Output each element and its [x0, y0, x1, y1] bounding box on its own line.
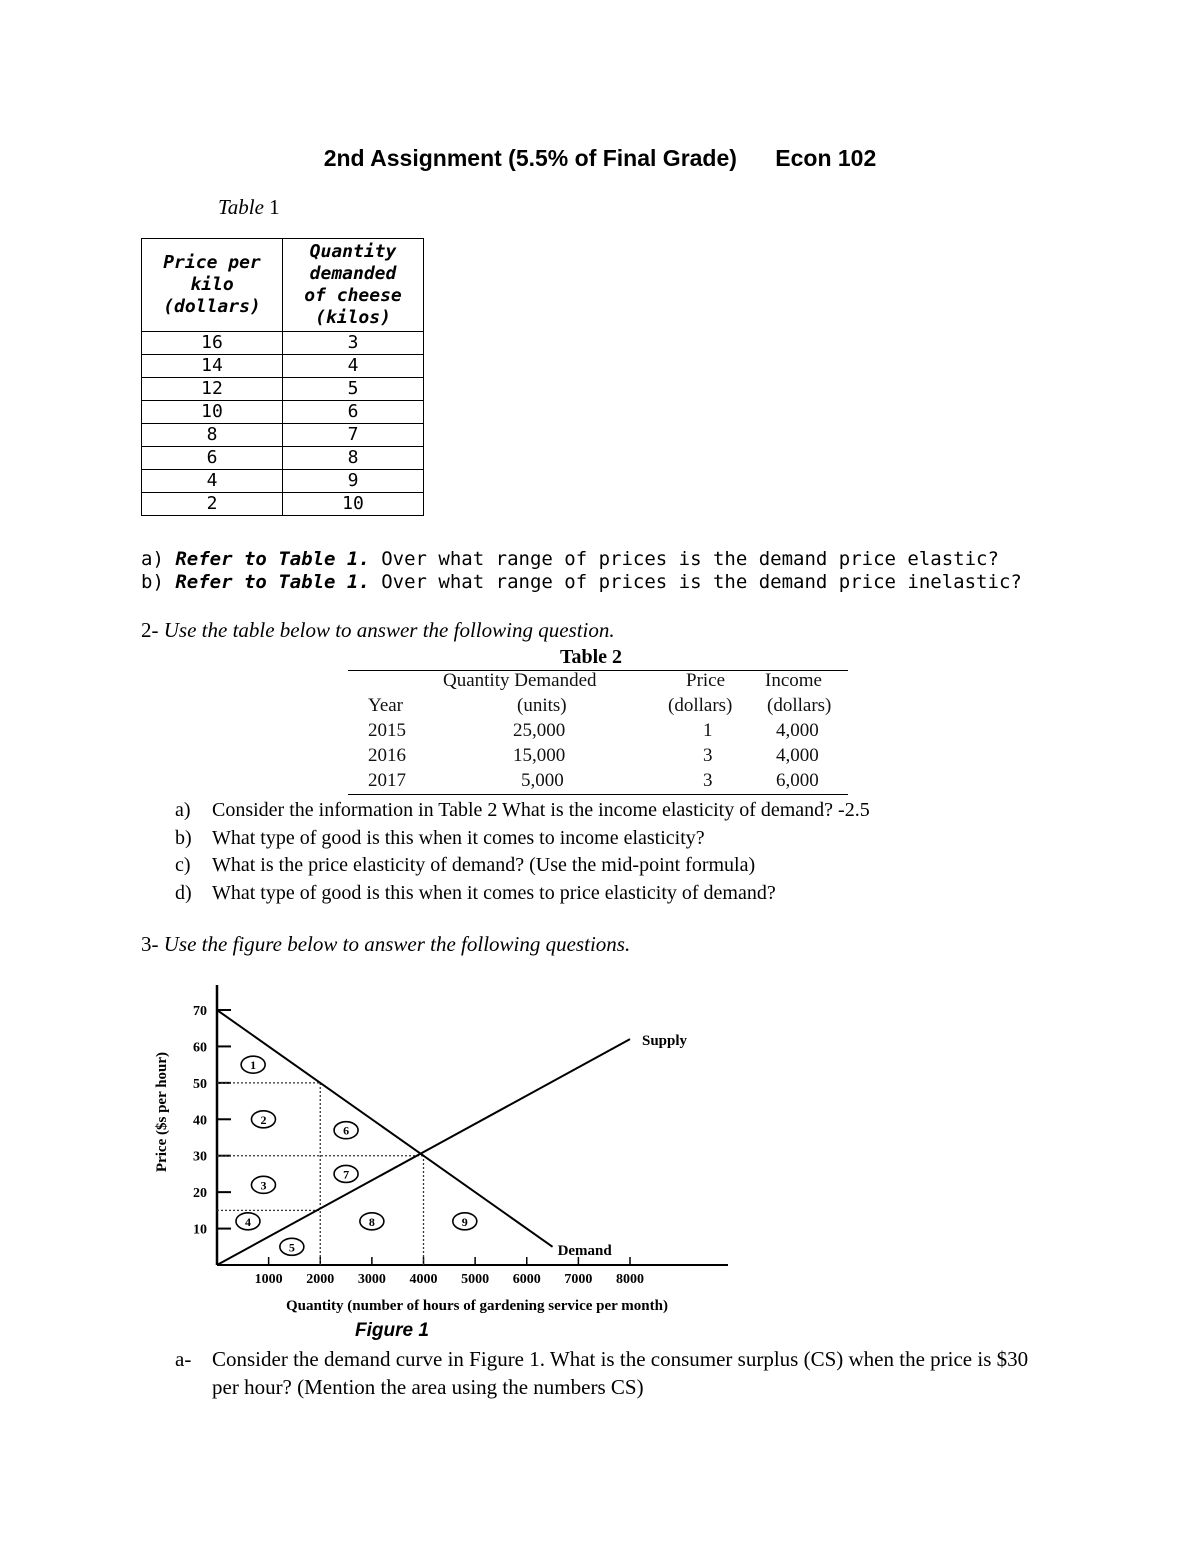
q3a-label: a-	[175, 1347, 192, 1371]
y-tick-label: 10	[193, 1222, 207, 1238]
q2-number: 2-	[141, 618, 164, 642]
table2-qty-cell: 15,000	[513, 745, 566, 766]
table1-qty-cell: 6	[283, 401, 424, 424]
area-marker-label: 8	[368, 1214, 375, 1229]
table2-price-unit-header: (dollars)	[668, 695, 733, 716]
table2-price-cell: 1	[703, 720, 713, 741]
y-tick-label: 20	[193, 1186, 207, 1202]
x-tick-label: 6000	[512, 1272, 541, 1287]
x-tick-label: 5000	[461, 1272, 490, 1287]
table1-qty-cell: 4	[283, 355, 424, 378]
area-marker-label: 7	[343, 1167, 350, 1182]
q3-intro-text: Use the figure below to answer the following questions.	[163, 932, 631, 956]
page-title: 2nd Assignment (5.5% of Final Grade) Econ 102	[323, 145, 877, 171]
table1-qty-header-line: of cheese	[304, 285, 402, 306]
q1b-prefix: b)	[141, 571, 176, 593]
area-marker-label: 3	[260, 1178, 267, 1193]
x-tick-label: 8000	[616, 1272, 644, 1287]
table2-price-header: Price	[686, 670, 726, 691]
q1b-reference: Refer to Table 1.	[175, 571, 370, 593]
x-tick-label: 1000	[254, 1272, 283, 1287]
area-marker-label: 4	[244, 1214, 251, 1229]
table1-qty-cell: 3	[283, 332, 424, 355]
area-marker-label: 5	[288, 1240, 295, 1255]
q3a-text: Consider the demand curve in Figure 1. What is the consumer surplus (CS) when the price is $30 per hour? (Mention the area using the numbers CS)	[212, 1347, 1029, 1399]
table1-price-cell: 12	[142, 378, 283, 401]
x-tick-label: 3000	[357, 1272, 386, 1287]
y-tick-label: 30	[193, 1149, 207, 1165]
x-tick-label: 4000	[409, 1272, 438, 1287]
table1-price-cell: 16	[142, 332, 283, 355]
table2-income-cell: 4,000	[776, 720, 819, 741]
table2-caption: Table 2	[560, 646, 623, 668]
table2-price-cell: 3	[703, 770, 713, 791]
table2-units-header: (units)	[517, 695, 567, 716]
table1-caption-number: 1	[269, 195, 280, 219]
table1-qty-header-line: (kilos)	[315, 307, 391, 328]
table1-price-header-line: kilo	[190, 274, 234, 295]
table1-caption-word: Table	[218, 195, 264, 219]
q2d-text: What type of good is this when it comes to price elasticity of demand?	[212, 881, 776, 904]
table1-price-cell: 14	[142, 355, 283, 378]
table1-qty-cell: 10	[283, 493, 424, 516]
table2-qty-header: Quantity Demanded	[443, 670, 597, 691]
x-tick-label: 2000	[306, 1272, 335, 1287]
table2-income-cell: 6,000	[776, 770, 819, 791]
table2-price-cell: 3	[703, 745, 713, 766]
table2-year-cell: 2016	[368, 745, 406, 766]
area-marker-label: 1	[250, 1058, 257, 1073]
table1-qty-cell: 8	[283, 447, 424, 470]
demand-label: Demand	[557, 1242, 612, 1259]
q2a-text: Consider the information in Table 2 What is the income elasticity of demand? -2.5	[212, 799, 870, 821]
table1-price-cell: 2	[142, 493, 283, 516]
area-marker-label: 9	[461, 1214, 468, 1229]
table1-qty-cell: 9	[283, 470, 424, 493]
q3a-question	[175, 1345, 1032, 1401]
table1-price-cell: 10	[142, 401, 283, 424]
table1-price-cell: 8	[142, 424, 283, 447]
q2c-label: c)	[175, 854, 191, 876]
figure1-caption: Figure 1	[355, 1320, 429, 1341]
table2-qty-cell: 5,000	[521, 770, 564, 791]
y-tick-label: 70	[193, 1004, 207, 1019]
y-tick-label: 40	[193, 1113, 207, 1129]
table1-qty-cell: 5	[283, 378, 424, 401]
supply-label: Supply	[642, 1033, 688, 1050]
q2b-text: What type of good is this when it comes to income elasticity?	[212, 826, 705, 849]
table1-qty-header-line: Quantity	[309, 241, 397, 262]
q1b-text: Over what range of prices is the demand price inelastic?	[369, 571, 1022, 593]
table1-qty-header-line: demanded	[309, 263, 397, 284]
table2-year-header: Year	[368, 695, 404, 716]
table2-income-header: Income	[765, 670, 822, 691]
area-marker-label: 2	[260, 1112, 267, 1127]
q2a-label: a)	[175, 799, 191, 821]
area-marker-label: 6	[343, 1123, 350, 1138]
q2c-text: What is the price elasticity of demand? (Use the mid-point formula)	[212, 854, 756, 876]
x-axis-label: Quantity (number of hours of gardening service per month)	[286, 1298, 668, 1314]
q2d-label: d)	[175, 881, 192, 904]
table2-year-cell: 2015	[368, 720, 406, 741]
q2-intro-text: Use the table below to answer the following question.	[163, 618, 615, 642]
table2-income-cell: 4,000	[776, 745, 819, 766]
x-tick-label: 7000	[564, 1272, 593, 1287]
y-tick-label: 50	[193, 1076, 207, 1092]
q1a-prefix: a)	[141, 548, 176, 570]
table2-year-cell: 2017	[368, 770, 406, 791]
table1-price-cell: 6	[142, 447, 283, 470]
table2-qty-cell: 25,000	[513, 720, 566, 741]
table2-income-unit-header: (dollars)	[767, 695, 832, 716]
table1-price-cell: 4	[142, 470, 283, 493]
table1-price-header-line: Price per	[163, 252, 261, 273]
y-tick-label: 60	[193, 1040, 207, 1056]
q1a-text: Over what range of prices is the demand price elastic?	[369, 548, 999, 570]
y-axis-label: Price ($s per hour)	[154, 1051, 170, 1173]
demand-curve	[217, 1010, 553, 1247]
q1a-reference: Refer to Table 1.	[175, 548, 370, 570]
q2b-label: b)	[175, 826, 192, 849]
table1-price-header-line: (dollars)	[163, 296, 261, 317]
q3-number: 3-	[141, 932, 164, 956]
table1-qty-cell: 7	[283, 424, 424, 447]
